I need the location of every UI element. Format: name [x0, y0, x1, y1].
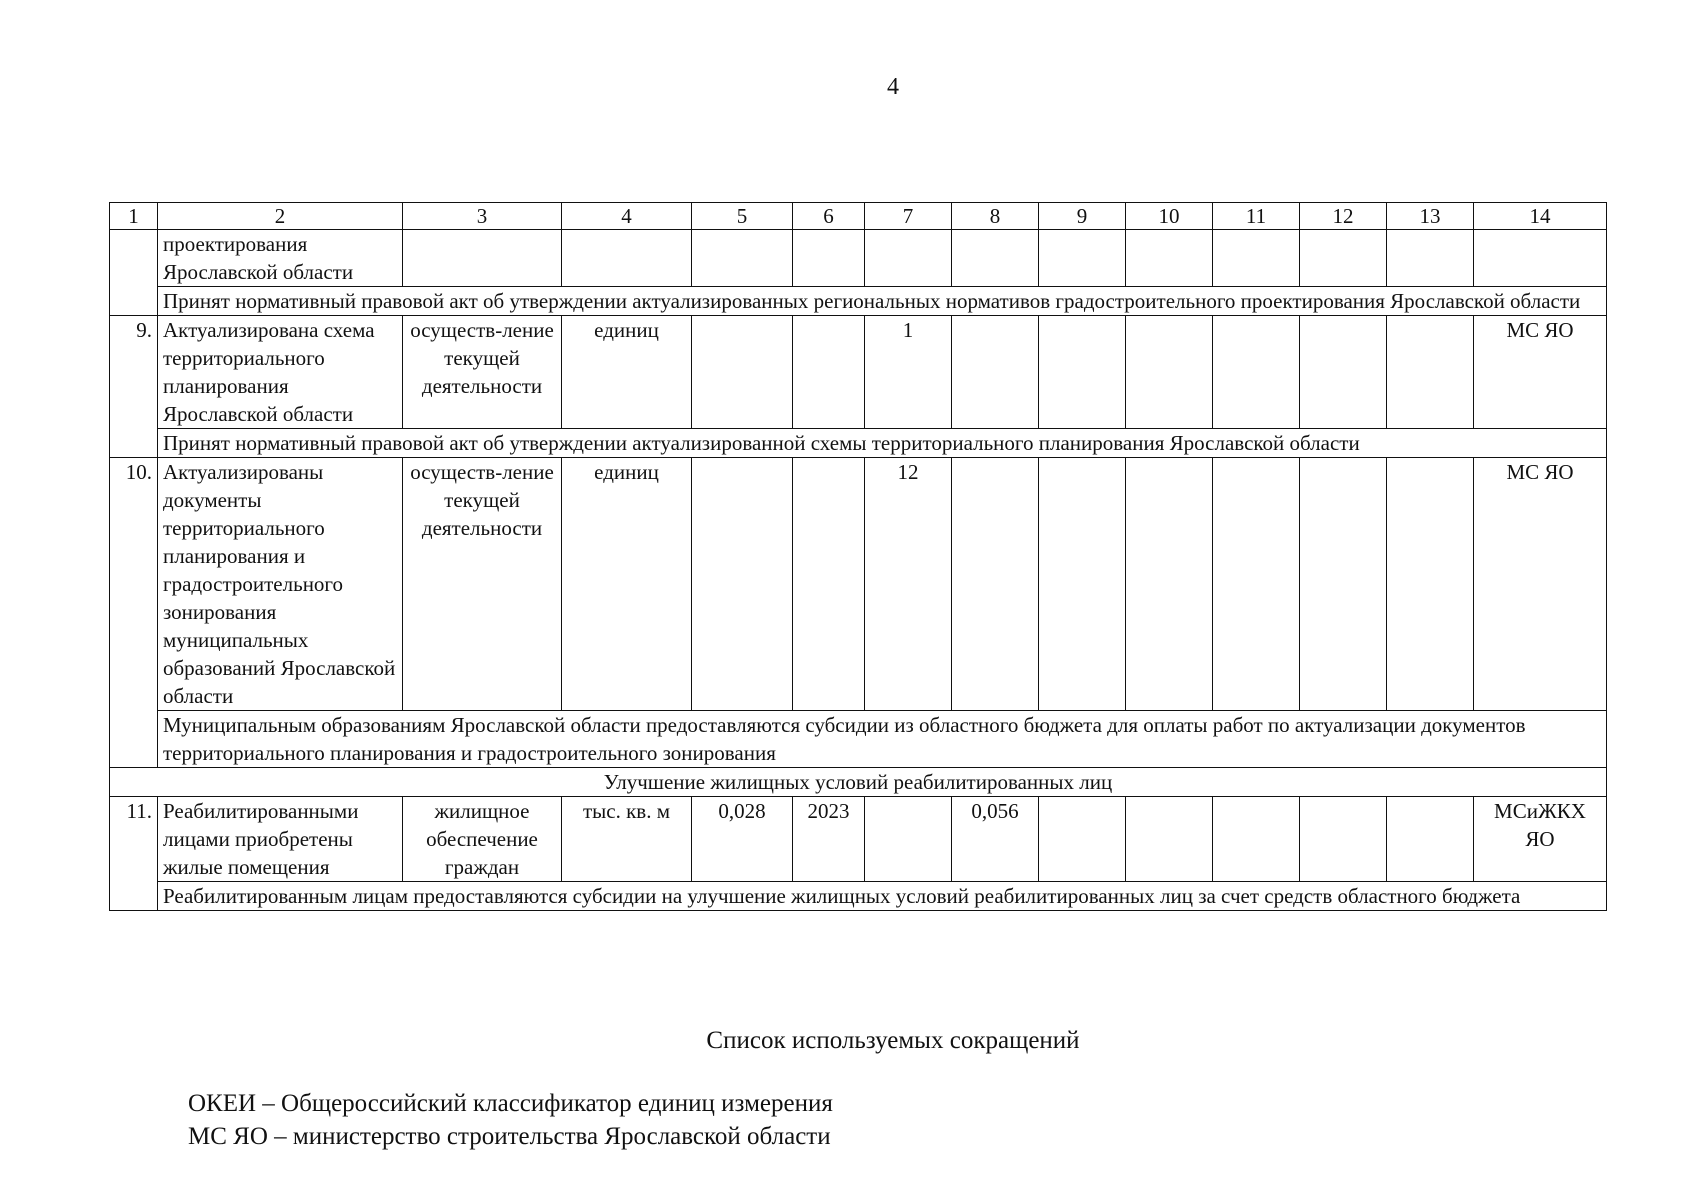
note-cell: Принят нормативный правовой акт об утверждении актуализированных региональных нормативов градостроительного проектирования Ярославской области	[158, 287, 1607, 316]
abbreviations-title: Список используемых сокращений	[706, 1027, 1080, 1054]
table-row	[110, 316, 1607, 429]
name-cell: Актуализирована схема территориального планирования Ярославской области	[158, 316, 403, 429]
note-cell: Принят нормативный правовой акт об утверждении актуализированной схемы территориального планирования Ярославской области	[158, 429, 1607, 458]
header-cell: 8	[952, 203, 1039, 230]
header-cell: 14	[1474, 203, 1607, 230]
value-cell: 12	[865, 458, 952, 711]
unit-cell: тыс. кв. м	[562, 797, 692, 882]
value-cell: 1	[865, 316, 952, 429]
name-cell: Реабилитированными лицами приобретены жилые помещения	[158, 797, 403, 882]
unit-cell: единиц	[562, 316, 692, 429]
header-row	[110, 203, 1607, 230]
note-row	[110, 287, 1607, 316]
header-cell: 3	[403, 203, 562, 230]
note-cell: Муниципальным образованиям Ярославской области предоставляются субсидии из областного бюджета для оплаты работ по актуализации документов территориального планирования и градостроительного зонирования	[158, 711, 1607, 768]
base-value-cell: 0,028	[692, 797, 793, 882]
header-cell: 4	[562, 203, 692, 230]
base-year-cell: 2023	[793, 797, 865, 882]
page-number: 4	[887, 74, 899, 100]
basis-cell: осуществ-ление текущей деятельности	[403, 458, 562, 711]
section-title: Улучшение жилищных условий реабилитированных лиц	[110, 768, 1607, 797]
unit-cell: единиц	[562, 458, 692, 711]
note-cell: Реабилитированным лицам предоставляются субсидии на улучшение жилищных условий реабилитированных лиц за счет средств областного бюджета	[158, 882, 1607, 911]
abbreviation-item: ОКЕИ – Общероссийский классификатор единиц измерения	[188, 1090, 833, 1117]
basis-cell: жилищное обеспечение граждан	[403, 797, 562, 882]
header-cell: 5	[692, 203, 793, 230]
header-cell: 9	[1039, 203, 1126, 230]
num-cell: 11.	[110, 797, 158, 911]
section-row	[110, 768, 1607, 797]
indicators-table	[109, 202, 1607, 911]
header-cell: 12	[1300, 203, 1387, 230]
num-cell: 9.	[110, 316, 158, 458]
note-row	[110, 711, 1607, 768]
responsible-cell: МС ЯО	[1474, 316, 1607, 429]
header-cell: 13	[1387, 203, 1474, 230]
table-row	[110, 458, 1607, 711]
header-cell: 2	[158, 203, 403, 230]
name-cell: проектирования Ярославской области	[158, 230, 403, 287]
header-cell: 1	[110, 203, 158, 230]
note-row	[110, 882, 1607, 911]
name-cell: Актуализированы документы территориального планирования и градостроительного зонирования муниципальных образований Ярославской области	[158, 458, 403, 711]
table-row	[110, 230, 1607, 287]
abbreviations-list	[188, 1087, 833, 1153]
basis-cell: осуществ-ление текущей деятельности	[403, 316, 562, 429]
abbreviation-item: МС ЯО – министерство строительства Ярославской области	[188, 1123, 831, 1150]
table-row	[110, 797, 1607, 882]
responsible-cell: МС ЯО	[1474, 458, 1607, 711]
header-cell: 10	[1126, 203, 1213, 230]
num-cell: 10.	[110, 458, 158, 768]
value-cell: 0,056	[952, 797, 1039, 882]
responsible-cell: МСиЖКХ ЯО	[1474, 797, 1607, 882]
header-cell: 11	[1213, 203, 1300, 230]
header-cell: 6	[793, 203, 865, 230]
header-cell: 7	[865, 203, 952, 230]
note-row	[110, 429, 1607, 458]
num-cell	[110, 230, 158, 316]
